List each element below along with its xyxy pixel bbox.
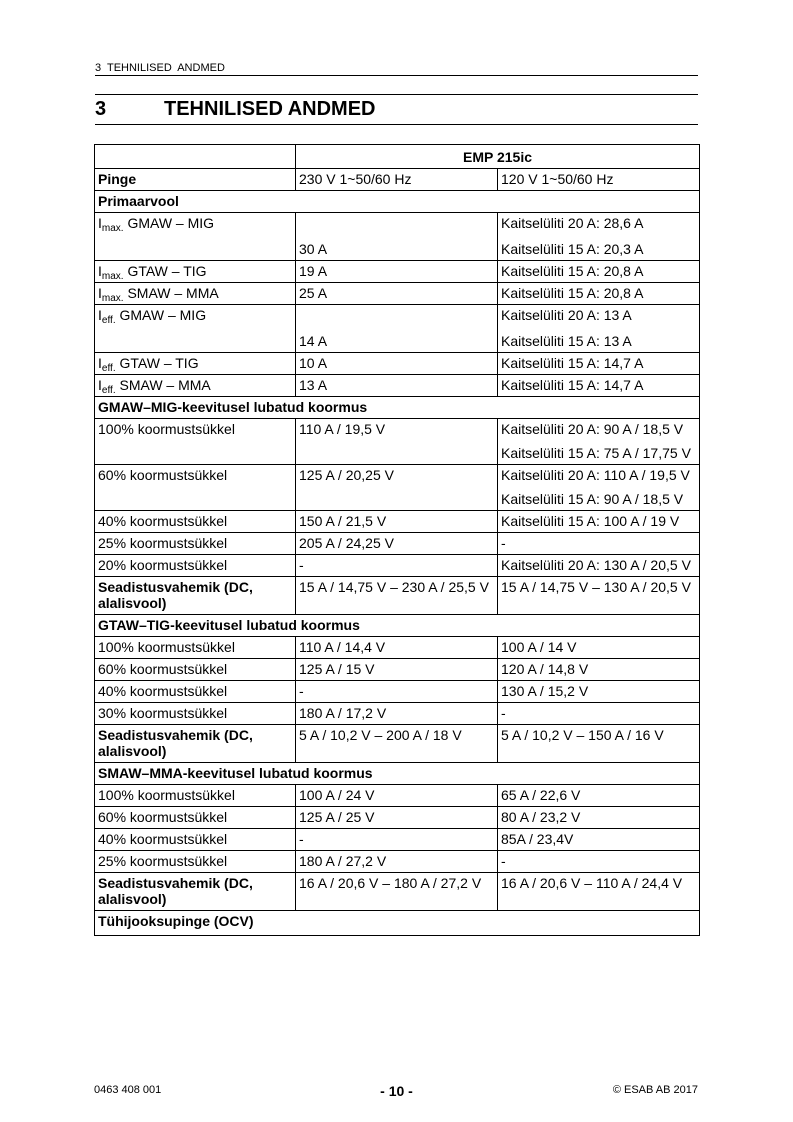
table-row <box>95 873 700 911</box>
table-row <box>95 261 700 283</box>
header-rule <box>95 75 698 76</box>
table-row <box>95 725 700 763</box>
table-row <box>95 305 700 353</box>
row-label: 100% koormustsükkel <box>95 637 296 659</box>
chapter-number: 3 <box>95 98 107 120</box>
cell-120v: 130 A / 15,2 V <box>498 681 700 703</box>
row-label: 20% koormustsükkel <box>95 555 296 577</box>
cell-230v: 19 A <box>296 261 498 283</box>
cell-120v: Kaitselüliti 20 A: 130 A / 20,5 V <box>498 555 700 577</box>
cell-230v: 10 A <box>296 353 498 375</box>
section-row <box>95 191 700 213</box>
technical-data-table <box>94 144 700 936</box>
header-empty-cell <box>95 145 296 169</box>
cell-120v: 65 A / 22,6 V <box>498 785 700 807</box>
table-row <box>95 555 700 577</box>
table-row <box>95 577 700 615</box>
section-row <box>95 397 700 419</box>
cell-230v: - <box>296 555 498 577</box>
row-label: $I_{eff.}$ SMAW – MMA <box>95 375 296 397</box>
table-row <box>95 465 700 511</box>
row-label: $I_{max.}$ SMAW – MMA <box>95 283 296 305</box>
cell-230v: 230 V 1~50/60 Hz <box>296 169 498 191</box>
title-rule-bottom <box>95 124 698 125</box>
row-label: 25% koormustsükkel <box>95 533 296 555</box>
row-label: Pinge <box>95 169 296 191</box>
section-primary-current: Primaarvool <box>95 191 700 213</box>
row-label: $I_{eff.}$ GTAW – TIG <box>95 353 296 375</box>
cell-230v: 125 A / 20,25 V <box>296 465 498 511</box>
section-mig: GMAW–MIG-keevitusel lubatud koormus <box>95 397 700 419</box>
cell-120v: 16 A / 20,6 V – 110 A / 24,4 V <box>498 873 700 911</box>
row-label: Seadistusvahemik (DC, alalisvool) <box>95 577 296 615</box>
cell-230v: 150 A / 21,5 V <box>296 511 498 533</box>
cell-120v: Kaitselüliti 20 A: 28,6 A Kaitselüliti 15 A: 20,3 A <box>498 213 700 261</box>
cell-230v: 110 A / 19,5 V <box>296 419 498 465</box>
cell-120v: 120 A / 14,8 V <box>498 659 700 681</box>
cell-230v: 30 A <box>296 213 498 261</box>
cell-120v: 80 A / 23,2 V <box>498 807 700 829</box>
cell-120v: Kaitselüliti 15 A: 20,8 A <box>498 283 700 305</box>
title-rule-top <box>95 94 698 95</box>
running-head: 3 TEHNILISED ANDMED <box>95 62 225 74</box>
cell-120v: - <box>498 703 700 725</box>
chapter-title: TEHNILISED ANDMED <box>164 98 376 120</box>
table-row <box>95 681 700 703</box>
cell-230v: 125 A / 25 V <box>296 807 498 829</box>
cell-230v: 14 A <box>296 305 498 353</box>
cell-230v: 100 A / 24 V <box>296 785 498 807</box>
page-number: - 10 - <box>380 1083 413 1099</box>
table-header-row <box>95 145 700 169</box>
cell-230v: - <box>296 829 498 851</box>
row-label: 60% koormustsükkel <box>95 465 296 511</box>
row-label: 40% koormustsükkel <box>95 511 296 533</box>
cell-120v: 85A / 23,4V <box>498 829 700 851</box>
cell-230v: 110 A / 14,4 V <box>296 637 498 659</box>
table-row <box>95 703 700 725</box>
table-row <box>95 511 700 533</box>
table-row <box>95 533 700 555</box>
row-label: 100% koormustsükkel <box>95 419 296 465</box>
row-label: 40% koormustsükkel <box>95 681 296 703</box>
cell-120v: Kaitselüliti 15 A: 14,7 A <box>498 353 700 375</box>
cell-230v: 16 A / 20,6 V – 180 A / 27,2 V <box>296 873 498 911</box>
table-row <box>95 807 700 829</box>
table-row <box>95 283 700 305</box>
section-row <box>95 615 700 637</box>
table-row <box>95 375 700 397</box>
cell-120v: Kaitselüliti 20 A: 90 A / 18,5 V Kaitselüliti 15 A: 75 A / 17,75 V <box>498 419 700 465</box>
cell-230v: 180 A / 27,2 V <box>296 851 498 873</box>
cell-120v: 5 A / 10,2 V – 150 A / 16 V <box>498 725 700 763</box>
model-name: EMP 215ic <box>296 145 700 169</box>
section-tig: GTAW–TIG-keevitusel lubatud koormus <box>95 615 700 637</box>
cell-230v: 25 A <box>296 283 498 305</box>
cell-120v: Kaitselüliti 15 A: 14,7 A <box>498 375 700 397</box>
cell-230v: 180 A / 17,2 V <box>296 703 498 725</box>
cell-120v: 120 V 1~50/60 Hz <box>498 169 700 191</box>
cell-230v: 125 A / 15 V <box>296 659 498 681</box>
row-label: 30% koormustsükkel <box>95 703 296 725</box>
section-mma: SMAW–MMA-keevitusel lubatud koormus <box>95 763 700 785</box>
row-label: $I_{eff.}$ GMAW – MIG <box>95 305 296 353</box>
row-label: Seadistusvahemik (DC, alalisvool) <box>95 725 296 763</box>
cell-230v: 205 A / 24,25 V <box>296 533 498 555</box>
table-row <box>95 851 700 873</box>
cell-120v: - <box>498 533 700 555</box>
row-label: 60% koormustsükkel <box>95 807 296 829</box>
copyright: © ESAB AB 2017 <box>612 1084 698 1096</box>
cell-120v: Kaitselüliti 15 A: 100 A / 19 V <box>498 511 700 533</box>
table-row <box>95 829 700 851</box>
cell-120v: - <box>498 851 700 873</box>
row-label: 25% koormustsükkel <box>95 851 296 873</box>
row-label: 40% koormustsükkel <box>95 829 296 851</box>
table-row <box>95 659 700 681</box>
row-label: $I_{max.}$ GMAW – MIG <box>95 213 296 261</box>
cell-230v: 15 A / 14,75 V – 230 A / 25,5 V <box>296 577 498 615</box>
document-number: 0463 408 001 <box>94 1084 162 1096</box>
cell-230v: 13 A <box>296 375 498 397</box>
table-row <box>95 419 700 465</box>
row-label: Seadistusvahemik (DC, alalisvool) <box>95 873 296 911</box>
cell-120v: 15 A / 14,75 V – 130 A / 20,5 V <box>498 577 700 615</box>
row-label: $I_{max.}$ GTAW – TIG <box>95 261 296 283</box>
table-row <box>95 213 700 261</box>
table-row <box>95 785 700 807</box>
cell-120v: Kaitselüliti 15 A: 20,8 A <box>498 261 700 283</box>
section-row <box>95 911 700 936</box>
table-row <box>95 637 700 659</box>
cell-120v: Kaitselüliti 20 A: 110 A / 19,5 V Kaitselüliti 15 A: 90 A / 18,5 V <box>498 465 700 511</box>
cell-120v: 100 A / 14 V <box>498 637 700 659</box>
cell-120v: Kaitselüliti 20 A: 13 A Kaitselüliti 15 A: 13 A <box>498 305 700 353</box>
section-row <box>95 763 700 785</box>
chapter-heading <box>95 97 375 121</box>
row-label: 60% koormustsükkel <box>95 659 296 681</box>
row-label: 100% koormustsükkel <box>95 785 296 807</box>
table-row <box>95 353 700 375</box>
cell-230v: 5 A / 10,2 V – 200 A / 18 V <box>296 725 498 763</box>
table-row <box>95 169 700 191</box>
cell-230v: - <box>296 681 498 703</box>
section-ocv: Tühijooksupinge (OCV) <box>95 911 700 936</box>
